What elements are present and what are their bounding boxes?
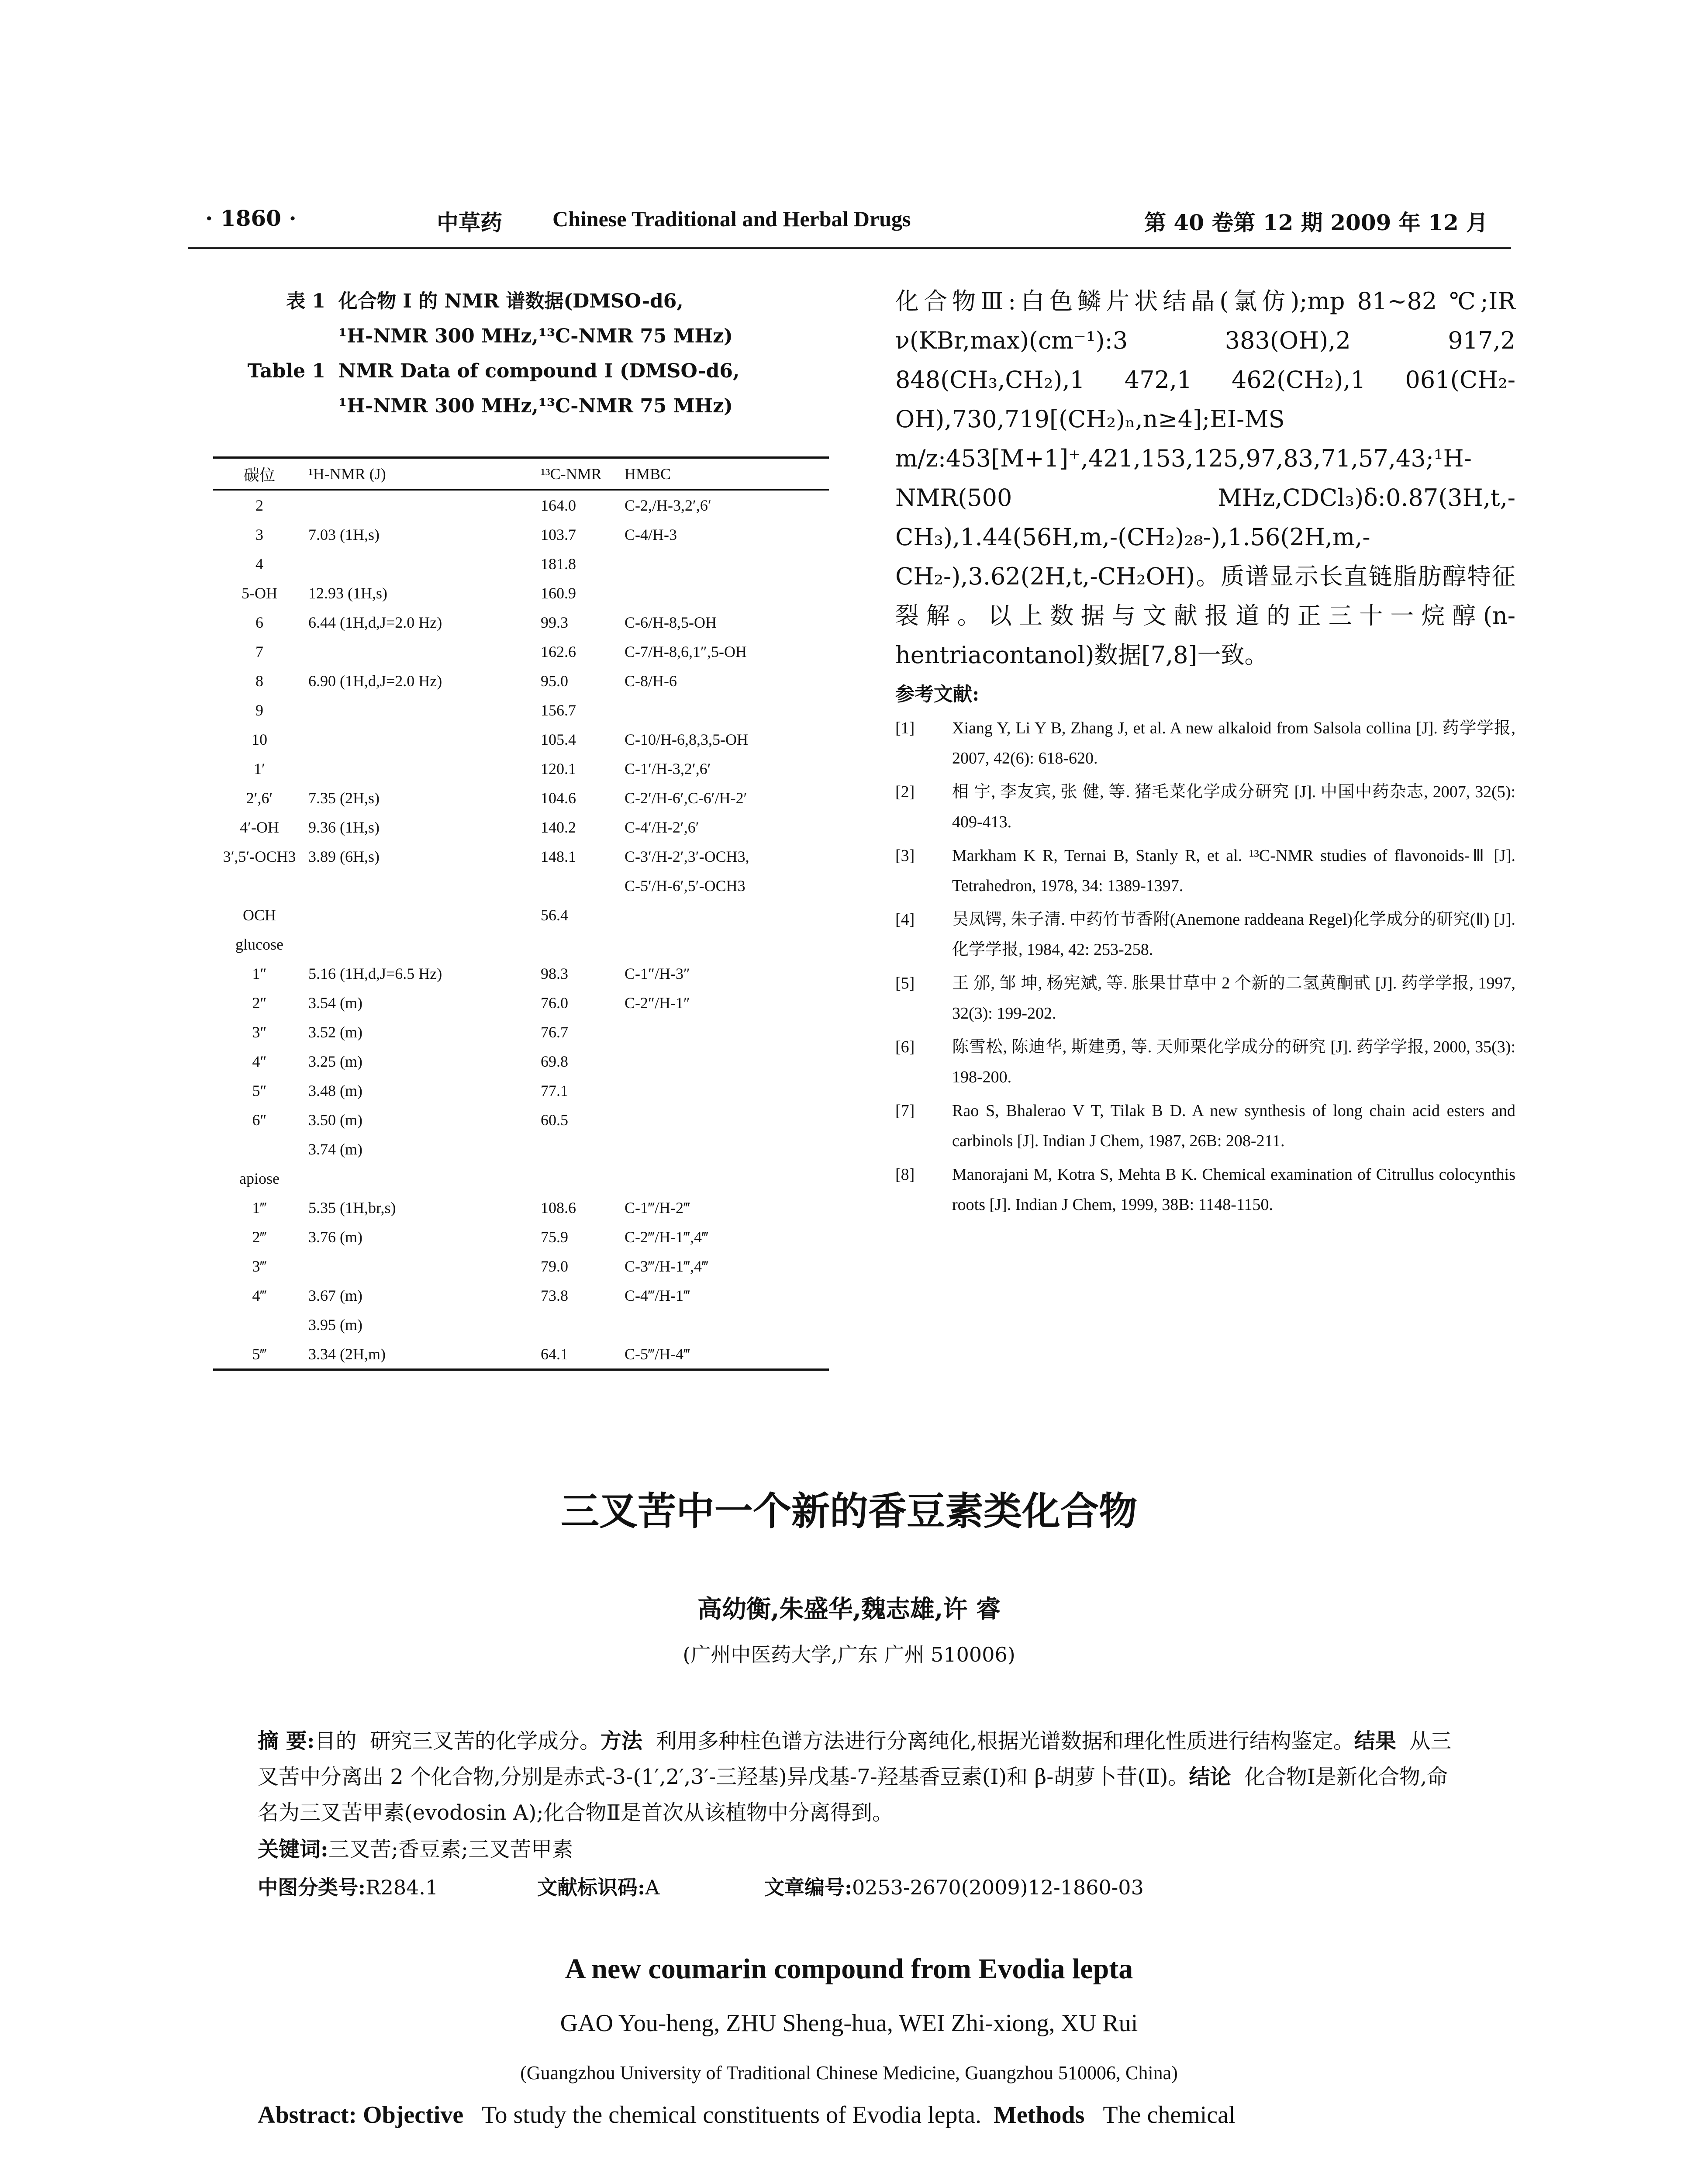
reference-number: [8]: [895, 1165, 915, 1184]
page-number: · 1860 ·: [205, 205, 297, 231]
cell-1h-nmr: 5.16 (1H,d,J=6.5 Hz): [308, 964, 442, 982]
cell-13c-nmr: [538, 1134, 622, 1164]
cell-13c-nmr: 79.0: [541, 1257, 568, 1275]
table-row: [213, 1134, 829, 1164]
cell-hmbc: C-1‴/H-2‴: [625, 1199, 690, 1216]
reference-text: Manorajani M, Kotra S, Mehta B K. Chemical examination of Citrullus colocynthis roots [J]. Indian J Chem, 1999, 38B: 1148-1150.: [952, 1165, 1515, 1214]
cell-position: 3: [255, 525, 263, 543]
cell-position: 2: [255, 496, 263, 514]
table-row: [213, 754, 829, 783]
abstract-objective: 研究三叉苦的化学成分。: [369, 1729, 601, 1753]
reference-text: 王 邠, 邹 坤, 杨宪斌, 等. 胀果甘草中 2 个新的二氢黄酮甙 [J]. 药学学报, 1997, 32(3): 199-202.: [952, 974, 1515, 1023]
abstract-method-label: 方法: [600, 1729, 642, 1753]
cell-1h-nmr: [306, 900, 538, 930]
table-row: [213, 959, 829, 988]
cell-hmbc: [622, 1017, 829, 1047]
caption-en-line2: ¹H-NMR 300 MHz,¹³C-NMR 75 MHz): [338, 395, 733, 417]
nmr-data-table: [213, 456, 829, 1371]
article-no-value: 0253-2670(2009)12-1860-03: [852, 1876, 1144, 1899]
cell-hmbc: C-7/H-8,6,1″,5-OH: [625, 643, 747, 660]
table-row: [213, 637, 829, 666]
cell-hmbc: C-2‴/H-1‴,4‴: [625, 1228, 708, 1246]
reference-item: [895, 968, 1515, 1029]
cell-13c-nmr: 99.3: [541, 613, 568, 631]
authors-cn: 高幼衡,朱盛华,魏志雄,许 睿: [697, 1595, 1001, 1624]
cell-13c-nmr: 103.7: [541, 525, 576, 543]
cell-position: 4′-OH: [240, 818, 279, 836]
abstract-en-objective-label: Objective: [363, 2101, 464, 2129]
cell-1h-nmr: 3.95 (m): [308, 1316, 362, 1334]
reference-item: [895, 1096, 1515, 1156]
cell-1h-nmr: [306, 637, 538, 666]
cell-hmbc: C-8/H-6: [625, 672, 677, 690]
cell-position: 4: [255, 555, 263, 573]
cell-13c-nmr: 76.7: [541, 1023, 568, 1041]
doc-code-label: 文献标识码:: [537, 1876, 645, 1899]
abstract-en-tail: The chemical: [1103, 2101, 1236, 2129]
reference-item: [895, 777, 1515, 837]
table-row: [213, 900, 829, 930]
cell-13c-nmr: 98.3: [541, 964, 568, 982]
cell-1h-nmr: [306, 754, 538, 783]
cell-position: 2′,6′: [246, 789, 273, 807]
table-row: [213, 1310, 829, 1339]
article-no-label: 文章编号:: [764, 1876, 852, 1899]
cell-1h-nmr: [306, 490, 538, 520]
cell-position: 3″: [252, 1023, 267, 1041]
clc-label: 中图分类号:: [258, 1876, 366, 1899]
cell-hmbc: C-4/H-3: [625, 525, 677, 543]
caption-en-label: Table 1: [247, 360, 325, 382]
cell-position: 8: [255, 672, 263, 690]
table-caption: [210, 284, 856, 424]
cell-hmbc: C-1″/H-3″: [625, 964, 690, 982]
cell-1h-nmr: [306, 725, 538, 754]
cell-1h-nmr: [306, 871, 538, 900]
abstract-en-methods-label: Methods: [993, 2101, 1085, 2129]
cell-13c-nmr: 104.6: [541, 789, 576, 807]
running-header: [188, 202, 1511, 237]
doc-code-value: A: [645, 1876, 660, 1899]
cell-position: 4‴: [252, 1286, 267, 1304]
cell-hmbc: C-10/H-6,8,3,5-OH: [625, 730, 748, 748]
table-row: [213, 725, 829, 754]
reference-item: [895, 841, 1515, 901]
reference-text: Markham K R, Ternai B, Stanly R, et al. ¹³C-NMR studies of flavonoids-Ⅲ [J]. Tetrahedron, 1978, 34: 1389-1397.: [952, 847, 1515, 895]
table-row: [213, 520, 829, 549]
cell-hmbc: C-5′/H-6′,5′-OCH3: [625, 877, 745, 895]
cell-1h-nmr: [306, 1164, 538, 1193]
reference-item: [895, 713, 1515, 774]
cell-1h-nmr: 3.74 (m): [308, 1140, 362, 1158]
article-title-en: A new coumarin compound from Evodia lepta: [565, 1953, 1133, 1985]
reference-text: Rao S, Bhalerao V T, Tilak B D. A new synthesis of long chain acid esters and carbinols [J]. Indian J Chem, 1987, 26B: 208-211.: [952, 1102, 1515, 1150]
cell-1h-nmr: 9.36 (1H,s): [308, 818, 380, 836]
clc-value: R284.1: [365, 1876, 438, 1899]
table-row: [213, 1017, 829, 1047]
cell-13c-nmr: 76.0: [541, 994, 568, 1012]
cell-1h-nmr: 3.67 (m): [308, 1286, 362, 1304]
abstract-cn: [258, 1723, 1463, 1831]
reference-text: 吴凤锷, 朱子清. 中药竹节香附(Anemone raddeana Regel)化学成分的研究(Ⅱ) [J]. 化学学报, 1984, 42: 253-258.: [952, 910, 1515, 959]
table-row: [213, 783, 829, 812]
article-title-cn: 三叉苦中一个新的香豆素类化合物: [560, 1489, 1137, 1534]
cell-1h-nmr: [306, 549, 538, 578]
cell-1h-nmr: [306, 930, 538, 959]
table-row: [213, 1193, 829, 1222]
reference-text: 陈雪松, 陈迪华, 斯建勇, 等. 天师栗化学成分的研究 [J]. 药学学报, 2000, 35(3): 198-200.: [952, 1038, 1515, 1086]
cell-hmbc: C-5‴/H-4‴: [622, 1339, 829, 1370]
journal-name-cn: 中草药: [437, 210, 502, 235]
cell-1h-nmr: [306, 695, 538, 725]
abstract-result: 从三叉苦中分离出 2 个化合物,分别是赤式-3-(1′,2′,3′-三羟基)异戊基-7-羟基香豆素(Ⅰ)和 β-胡萝卜苷(Ⅱ)。: [258, 1729, 1452, 1789]
table-row: [213, 988, 829, 1017]
cell-13c-nmr: 120.1: [541, 760, 576, 778]
table-row: [213, 578, 829, 608]
cell-hmbc: C-4′/H-2′,6′: [625, 818, 699, 836]
cell-hmbc: [622, 578, 829, 608]
cell-1h-nmr: 6.44 (1H,d,J=2.0 Hz): [308, 613, 442, 631]
cell-13c-nmr: 69.8: [541, 1052, 568, 1070]
cell-1h-nmr: 6.90 (1H,d,J=2.0 Hz): [308, 672, 442, 690]
cell-1h-nmr: 12.93 (1H,s): [308, 584, 387, 602]
cell-position: 9: [255, 701, 263, 719]
cell-hmbc: [622, 1047, 829, 1076]
cell-1h-nmr: 5.35 (1H,br,s): [308, 1199, 396, 1216]
cell-position: 4″: [252, 1052, 267, 1070]
caption-en-line1: NMR Data of compound Ⅰ (DMSO-d6,: [338, 360, 740, 382]
table-row: [213, 871, 829, 900]
classification-line: [258, 1872, 1463, 1901]
cell-position: 3‴: [252, 1257, 267, 1275]
cell-1h-nmr: 3.25 (m): [308, 1052, 362, 1070]
cell-position: apiose: [239, 1169, 280, 1187]
col-header-position: 碳位: [213, 458, 306, 490]
cell-position: [213, 1134, 306, 1164]
cell-hmbc: C-6/H-8,5-OH: [625, 613, 717, 631]
cell-13c-nmr: 162.6: [541, 643, 576, 660]
cell-hmbc: [622, 900, 829, 930]
abstract-en: [258, 2101, 1515, 2129]
issue-info: 第 40 卷第 12 期 2009 年 12 月: [1144, 210, 1488, 235]
cell-hmbc: [622, 930, 829, 959]
cell-13c-nmr: [538, 1164, 622, 1193]
cell-13c-nmr: 60.5: [541, 1111, 568, 1129]
header-rule: [188, 247, 1511, 249]
reference-number: [1]: [895, 719, 915, 737]
cell-13c-nmr: [538, 871, 622, 900]
table-row: [213, 1076, 829, 1105]
cell-13c-nmr: 105.4: [541, 730, 576, 748]
affiliation-en: (Guangzhou University of Traditional Chinese Medicine, Guangzhou 510006, China): [520, 2062, 1178, 2084]
cell-13c-nmr: 56.4: [541, 906, 568, 924]
cell-1h-nmr: 3.50 (m): [308, 1111, 362, 1129]
cell-1h-nmr: 3.54 (m): [308, 994, 362, 1012]
abstract-en-label: Abstract:: [258, 2101, 357, 2129]
cell-position: 1‴: [252, 1199, 267, 1216]
journal-name-en: Chinese Traditional and Herbal Drugs: [552, 207, 911, 231]
reference-number: [5]: [895, 974, 915, 992]
cell-position: 2″: [252, 994, 267, 1012]
reference-number: [4]: [895, 910, 915, 929]
cell-hmbc: C-2,/H-3,2′,6′: [625, 496, 711, 514]
cell-13c-nmr: 140.2: [541, 818, 576, 836]
table-header-row: [213, 458, 829, 490]
cell-position: 3′,5′-OCH3: [223, 847, 296, 865]
table-row: [213, 1164, 829, 1193]
cell-position: 1″: [252, 964, 267, 982]
reference-number: [2]: [895, 783, 915, 801]
abstract-en-objective: To study the chemical constituents of Evodia lepta.: [482, 2101, 981, 2129]
cell-13c-nmr: 160.9: [541, 584, 576, 602]
reference-item: [895, 1032, 1515, 1092]
affiliation-cn: (广州中医药大学,广东 广州 510006): [683, 1643, 1015, 1666]
cell-13c-nmr: 108.6: [541, 1199, 576, 1216]
cell-position: 5‴: [213, 1339, 306, 1370]
abstract-result-label: 结果: [1354, 1729, 1396, 1753]
cell-1h-nmr: [306, 1251, 538, 1281]
cell-1h-nmr: 3.48 (m): [308, 1082, 362, 1099]
cell-13c-nmr: 181.8: [541, 555, 576, 573]
cell-13c-nmr: 73.8: [541, 1286, 568, 1304]
reference-item: [895, 1160, 1515, 1220]
table-row: [213, 930, 829, 959]
cell-position: 5″: [252, 1082, 267, 1099]
cell-13c-nmr: [538, 930, 622, 959]
keywords-label: 关键词:: [258, 1837, 328, 1862]
cell-hmbc: [622, 1076, 829, 1105]
caption-cn-line2: ¹H-NMR 300 MHz,¹³C-NMR 75 MHz): [338, 325, 733, 347]
caption-cn-label: 表 1: [286, 290, 325, 312]
keywords: [258, 1832, 573, 1863]
col-header-13c-nmr: ¹³C-NMR: [538, 458, 622, 490]
cell-hmbc: [622, 1134, 829, 1164]
table-row: [213, 1222, 829, 1251]
cell-hmbc: C-4‴/H-1‴: [625, 1286, 690, 1304]
table-row: [213, 1105, 829, 1134]
cell-position: OCH: [242, 906, 276, 924]
col-header-1h-nmr: ¹H-NMR (J): [306, 458, 538, 490]
cell-1h-nmr: 3.34 (2H,m): [306, 1339, 538, 1370]
abstract-objective-label: 目的: [314, 1729, 357, 1753]
reference-number: [7]: [895, 1102, 915, 1120]
cell-1h-nmr: 3.89 (6H,s): [308, 847, 380, 865]
cell-position: 6: [255, 613, 263, 631]
table-row: [213, 695, 829, 725]
cell-1h-nmr: 7.35 (2H,s): [308, 789, 380, 807]
table-row: [213, 1251, 829, 1281]
abstract-conclusion: 化合物Ⅰ是新化合物,命名为三叉苦甲素(evodosin A);化合物Ⅱ是首次从该植物中分离得到。: [258, 1765, 1448, 1825]
cell-position: 7: [255, 643, 263, 660]
references-heading: 参考文献:: [895, 683, 980, 705]
cell-hmbc: [622, 1105, 829, 1134]
cell-hmbc: [622, 695, 829, 725]
abstract-method: 利用多种柱色谱方法进行分离纯化,根据光谱数据和理化性质进行结构鉴定。: [656, 1729, 1354, 1753]
cell-1h-nmr: 7.03 (1H,s): [308, 525, 380, 543]
cell-position: glucose: [235, 935, 283, 953]
cell-13c-nmr: 64.1: [538, 1339, 622, 1370]
reference-list: [895, 713, 1515, 1220]
table-row: [213, 842, 829, 871]
cell-13c-nmr: [538, 1310, 622, 1339]
cell-13c-nmr: 156.7: [541, 701, 576, 719]
cell-hmbc: [622, 549, 829, 578]
table-row: [213, 666, 829, 695]
table-row: [213, 608, 829, 637]
table-row: [213, 1281, 829, 1310]
reference-text: 相 宇, 李友宾, 张 健, 等. 猪毛菜化学成分研究 [J]. 中国中药杂志, 2007, 32(5): 409-413.: [952, 783, 1515, 831]
cell-hmbc: [622, 1310, 829, 1339]
cell-13c-nmr: 148.1: [541, 847, 576, 865]
cell-position: [213, 871, 306, 900]
table-row: [213, 549, 829, 578]
cell-1h-nmr: 3.52 (m): [308, 1023, 362, 1041]
reference-item: [895, 905, 1515, 965]
cell-position: [213, 1310, 306, 1339]
cell-1h-nmr: 3.76 (m): [308, 1228, 362, 1246]
cell-hmbc: C-2″/H-1″: [625, 994, 690, 1012]
reference-number: [6]: [895, 1038, 915, 1056]
cell-hmbc: C-1′/H-3,2′,6′: [625, 760, 711, 778]
table-row: [213, 1047, 829, 1076]
table-row: [213, 490, 829, 520]
keywords-value: 三叉苦;香豆素;三叉苦甲素: [328, 1837, 573, 1862]
cell-13c-nmr: 75.9: [541, 1228, 568, 1246]
cell-hmbc: C-3′/H-2′,3′-OCH3,: [625, 847, 749, 865]
reference-text: Xiang Y, Li Y B, Zhang J, et al. A new alkaloid from Salsola collina [J]. 药学学报, 2007, 42(6): 618-620.: [952, 719, 1515, 767]
cell-hmbc: [622, 1164, 829, 1193]
compound-iii-paragraph: 化合物Ⅲ:白色鳞片状结晶(氯仿);mp 81~82 ℃;IR ν(KBr,max)(cm⁻¹):3 383(OH),2 917,2 848(CH₃,CH₂),1 472,1 462(CH₂),1 061(CH₂-OH),730,719[(CH₂)ₙ,n≥4];EI-MS m/z:453[M+1]⁺,421,153,125,97,83,71,57,43;¹H-NMR(500 MHz,CDCl₃)δ:0.87(3H,t,-CH₃),1.44(56H,m,-(CH₂)₂₈-),1.56(2H,m,-CH₂-),3.62(2H,t,-CH₂OH)。质谱显示长直链脂肪醇特征裂解。以上数据与文献报道的正三十一烷醇(n-hentriacontanol)数据[7,8]一致。: [895, 287, 1515, 669]
right-column: [895, 282, 1515, 1220]
reference-number: [3]: [895, 847, 915, 865]
col-header-hmbc: HMBC: [622, 458, 829, 490]
cell-13c-nmr: 95.0: [541, 672, 568, 690]
cell-hmbc: C-2′/H-6′,C-6′/H-2′: [625, 789, 747, 807]
cell-position: 10: [252, 730, 267, 748]
cell-position: 5-OH: [242, 584, 277, 602]
abstract-conclusion-label: 结论: [1189, 1765, 1231, 1789]
authors-en: GAO You-heng, ZHU Sheng-hua, WEI Zhi-xiong, XU Rui: [560, 2010, 1138, 2037]
cell-13c-nmr: 164.0: [541, 496, 576, 514]
table-row: [213, 1339, 829, 1370]
caption-cn-line1: 化合物 Ⅰ 的 NMR 谱数据(DMSO-d6,: [338, 290, 683, 312]
cell-hmbc: C-3‴/H-1‴,4‴: [625, 1257, 708, 1275]
abstract-label: 摘 要:: [258, 1729, 315, 1753]
cell-position: 6″: [252, 1111, 267, 1129]
table-row: [213, 812, 829, 842]
cell-position: 1′: [254, 760, 265, 778]
cell-13c-nmr: 77.1: [541, 1082, 568, 1099]
cell-position: 2‴: [252, 1228, 267, 1246]
